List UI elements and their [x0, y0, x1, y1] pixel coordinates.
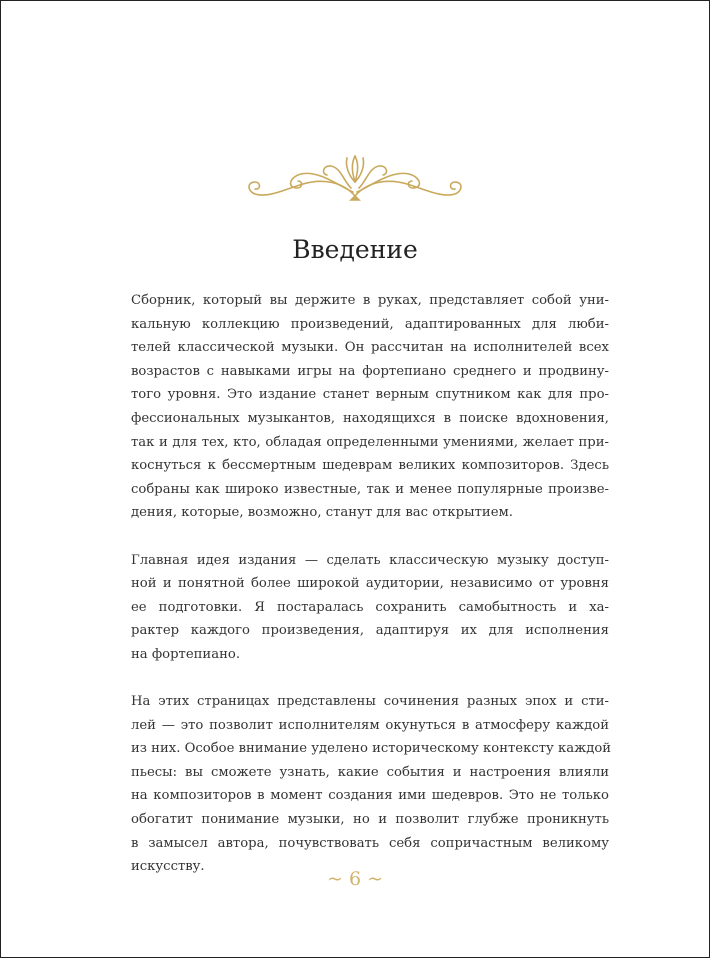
text-line: пьесы: вы сможете узнать, какие события и настроения влияли	[131, 764, 609, 780]
text-line: кальную коллекцию произведений, адаптированных для люби-	[131, 316, 609, 332]
text-line: На этих страницах представлены сочинения разных эпох и сти-	[131, 694, 609, 710]
flourish-ornament-icon	[243, 152, 467, 204]
text-line: дения, которые, возможно, станут для вас открытием.	[131, 505, 513, 521]
text-line: собраны как широко известные, так и менее популярные произве-	[131, 481, 609, 497]
page-number: ~ 6 ~	[326, 868, 383, 890]
text-line: коснуться к бессмертным шедеврам великих композиторов. Здесь	[131, 458, 609, 474]
text-line: из них. Особое внимание уделено историческому контексту каждой	[131, 741, 612, 757]
text-line: того уровня. Это издание станет верным спутником как для про-	[131, 387, 609, 403]
body-text	[131, 289, 612, 902]
text-line: искусству.	[131, 859, 205, 875]
paragraph	[131, 690, 612, 879]
text-line: так и для тех, кто, обладая определенными умениями, желает при-	[131, 434, 609, 450]
text-line: на композиторов в момент создания ими шедевров. Это не только	[131, 788, 609, 804]
text-line: возрастов с навыками игры на фортепиано среднего и продвину-	[131, 363, 609, 379]
text-line: фессиональных музыкантов, находящихся в поиске вдохновения,	[131, 410, 609, 426]
text-line: ее подготовки. Я постаралась сохранить самобытность и ха-	[131, 599, 609, 615]
text-line: Главная идея издания — сделать классическую музыку доступ-	[131, 552, 609, 568]
text-line: в замысел автора, почувствовать себя сопричастным великому	[131, 835, 609, 851]
text-line: телей классической музыки. Он рассчитан на исполнителей всех	[131, 340, 609, 356]
paragraph	[131, 549, 609, 667]
text-line: обогатит понимание музыки, но и позволит глубже проникнуть	[131, 812, 609, 828]
text-line: ной и понятной более широкой аудитории, независимо от уровня	[131, 576, 609, 592]
text-line: рактер каждого произведения, адаптируя их для исполнения	[131, 623, 609, 639]
page-title: Введение	[292, 235, 418, 264]
text-line: на фортепиано.	[131, 646, 241, 662]
paragraph	[131, 289, 609, 525]
text-line: лей — это позволит исполнителям окунуться в атмосферу каждой	[131, 717, 609, 733]
text-line: Сборник, который вы держите в руках, представляет собой уни-	[131, 293, 609, 308]
